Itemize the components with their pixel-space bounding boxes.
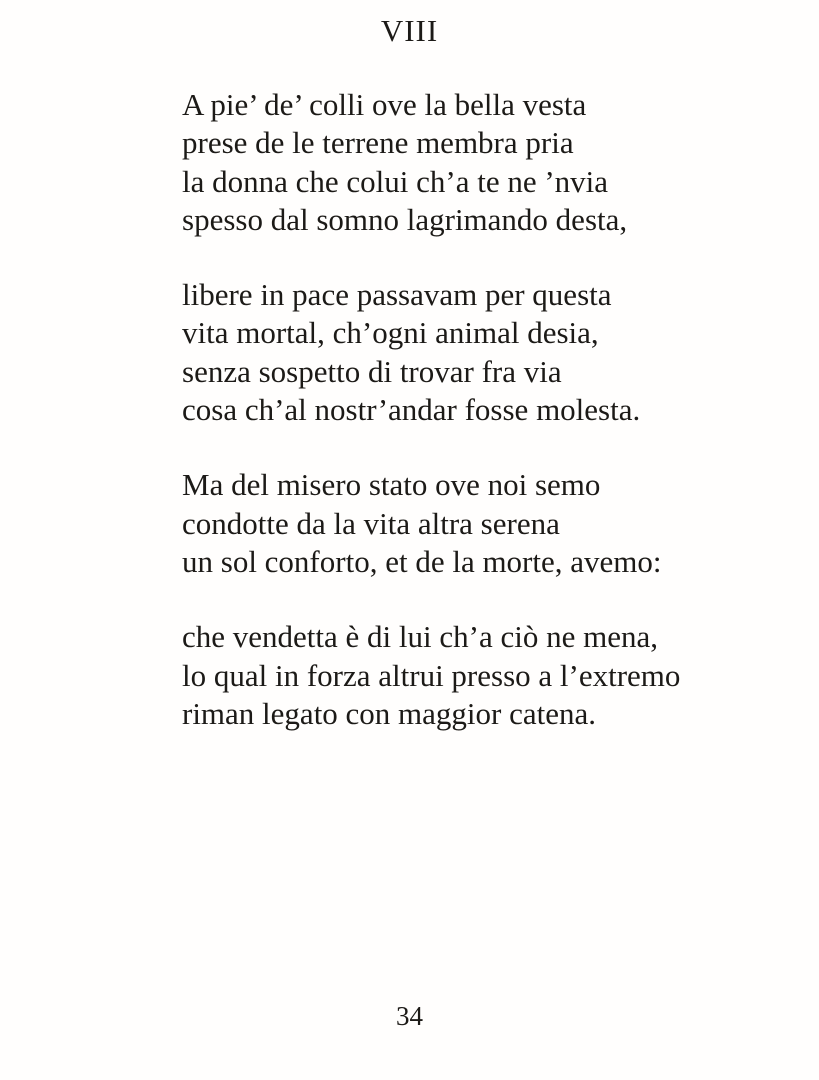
verse-line: lo qual in forza altrui presso a l’extremo (182, 657, 681, 693)
verse-line: che vendetta è di lui ch’a ciò ne mena, (182, 619, 658, 655)
verse-line: spesso dal somno lagrimando desta, (182, 201, 628, 237)
verse-line: condotte da la vita altra serena (182, 505, 560, 541)
verse-line: Ma del misero stato ove noi semo (182, 467, 601, 503)
stanza-4 (182, 618, 802, 733)
page-number: 34 (396, 1001, 423, 1031)
verse-line: vita mortal, ch’ogni animal desia, (182, 315, 599, 351)
verse-line: A pie’ de’ colli ove la bella vesta (182, 87, 587, 122)
verse-line: un sol conforto, et de la morte, avemo: (182, 543, 662, 579)
verse-line: cosa ch’al nostr’andar fosse molesta. (182, 392, 641, 428)
poem-body (182, 86, 802, 770)
stanza-2 (182, 276, 802, 429)
verse-line: riman legato con maggior catena. (182, 695, 597, 731)
verse-line: prese de le terrene membra pria (182, 125, 574, 161)
sonnet-title: VIII (380, 13, 439, 48)
verse-line: libere in pace passavam per questa (182, 277, 612, 313)
verse-line: la donna che colui ch’a te ne ’nvia (182, 163, 609, 199)
stanza-3 (182, 466, 802, 581)
verse-line: senza sospetto di trovar fra via (182, 353, 562, 389)
stanza-1 (182, 86, 802, 239)
